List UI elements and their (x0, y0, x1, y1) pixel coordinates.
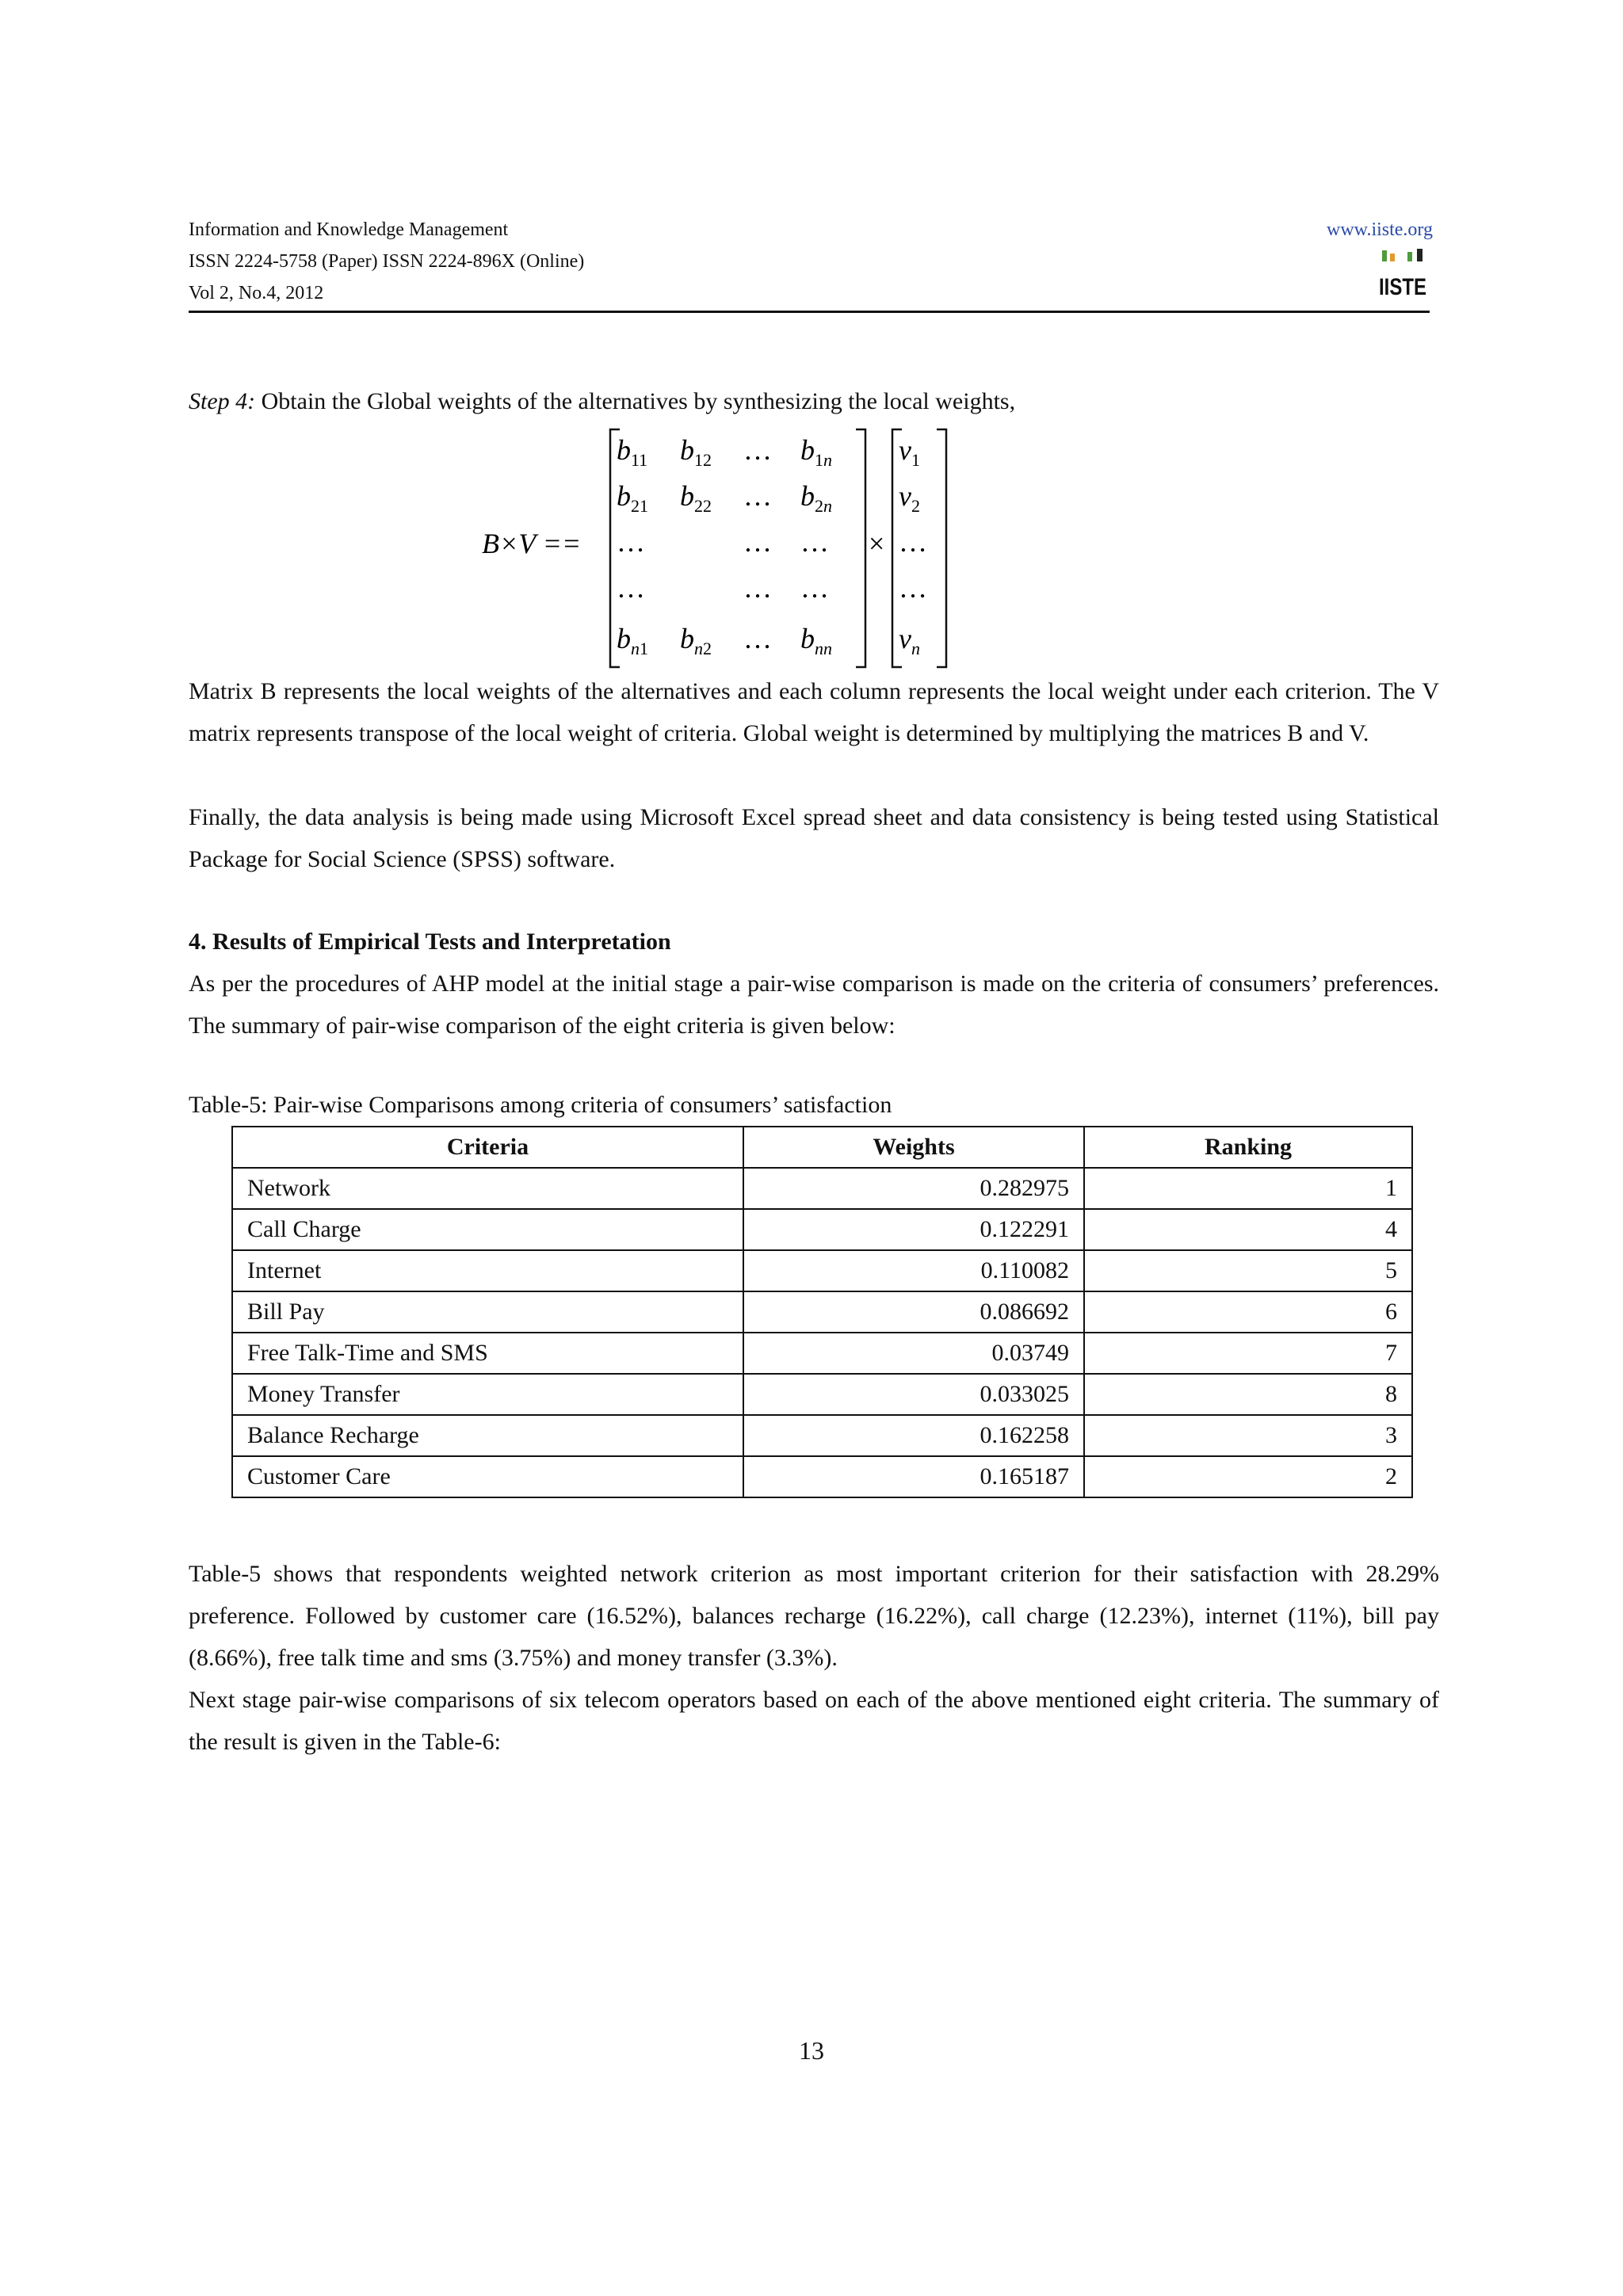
b22: $b_{22}$ (680, 480, 712, 516)
header-criteria: Criteria (232, 1127, 743, 1168)
issn-line: ISSN 2224-5758 (Paper) ISSN 2224-896X (Online) (189, 251, 585, 272)
finally-paragraph: Finally, the data analysis is being made using Microsoft Excel spread sheet and data consistency is being tested using Statistical Package for Social Science (SPSS) software. (189, 804, 1439, 872)
equation-lhs: B×V == (482, 528, 582, 559)
b11: $b_{11}$ (617, 434, 648, 470)
weight-cell: 0.165187 (743, 1456, 1084, 1497)
weight-cell: 0.122291 (743, 1209, 1084, 1250)
row5-ellipsis: … (743, 623, 772, 654)
b21: $b_{21}$ (617, 480, 648, 516)
journal-url[interactable]: www.iiste.org (1327, 219, 1433, 240)
header-ranking: Ranking (1084, 1127, 1412, 1168)
journal-title: Information and Knowledge Management (189, 219, 509, 240)
weight-cell: 0.03749 (743, 1333, 1084, 1374)
row3-ellipsis-2: … (743, 526, 772, 558)
weight-cell: 0.110082 (743, 1250, 1084, 1291)
criteria-cell: Bill Pay (232, 1291, 743, 1333)
ranking-cell: 1 (1084, 1168, 1412, 1209)
times-sign: × (869, 528, 885, 559)
bn2: $b_n2$ (680, 623, 712, 658)
weight-cell: 0.282975 (743, 1168, 1084, 1209)
header-weights: Weights (743, 1127, 1084, 1168)
weight-cell: 0.162258 (743, 1415, 1084, 1456)
ranking-cell: 5 (1084, 1250, 1412, 1291)
header-rule (189, 311, 1430, 313)
ranking-cell: 7 (1084, 1333, 1412, 1374)
b12: $b_{12}$ (680, 434, 712, 470)
row4-ellipsis-1: … (617, 572, 645, 604)
table5-discussion: Table-5 shows that respondents weighted network criterion as most important criterion for their satisfaction with 28.29% preference. Followed by customer care (16.52%), balances recharge (16.22%), call charge (12.23%), internet (11%), bill pay (8.66%), free talk time and sms (3.75%) and money transfer (3.3%). (189, 1561, 1439, 1671)
row3-ellipsis-3: … (800, 526, 829, 558)
ranking-cell: 8 (1084, 1374, 1412, 1415)
v-ellipsis-2: … (899, 572, 927, 604)
table-row (232, 1209, 1412, 1250)
step4-line (189, 380, 1439, 422)
bnn: $b_{nn}$ (800, 623, 832, 658)
matrix-explanation: Matrix B represents the local weights of the alternatives and each column represents the local weight under each criterion. The V matrix represents transpose of the local weight of criteria. Global weight is determined by multiplying the matrices B and V. (189, 678, 1439, 746)
criteria-cell: Free Talk-Time and SMS (232, 1333, 743, 1374)
table-row (232, 1168, 1412, 1209)
table-header-row (232, 1127, 1412, 1168)
page-header (189, 214, 1433, 309)
table-row (232, 1250, 1412, 1291)
page-number: 13 (799, 2036, 824, 2065)
ranking-cell: 6 (1084, 1291, 1412, 1333)
table-row (232, 1415, 1412, 1456)
row4-ellipsis-2: … (743, 572, 772, 604)
criteria-cell: Customer Care (232, 1456, 743, 1497)
row3-ellipsis-1: … (617, 526, 645, 558)
step4-text: Obtain the Global weights of the alternatives by synthesizing the local weights, (255, 388, 1016, 414)
table-row (232, 1374, 1412, 1415)
section-heading: 4. Results of Empirical Tests and Interpretation (189, 929, 671, 955)
ahp-paragraph: As per the procedures of AHP model at the initial stage a pair-wise comparison is made on the criteria of consumers’ preferences. The summary of pair-wise comparison of the eight criteria is given below: (189, 971, 1439, 1039)
b2n: $b_2n$ (800, 480, 832, 516)
v-ellipsis-1: … (899, 526, 927, 558)
vector-v-right-bracket (937, 429, 946, 667)
table5-caption: Table-5: Pair-wise Comparisons among criteria of consumers’ satisfaction (189, 1092, 892, 1118)
v1: $v_1$ (899, 434, 920, 470)
criteria-cell: Money Transfer (232, 1374, 743, 1415)
criteria-cell: Balance Recharge (232, 1415, 743, 1456)
ranking-cell: 4 (1084, 1209, 1412, 1250)
vn: $v_n$ (899, 623, 920, 658)
table-row (232, 1333, 1412, 1374)
v2: $v_2$ (899, 480, 920, 516)
row1-ellipsis: … (743, 434, 772, 466)
next-stage-paragraph: Next stage pair-wise comparisons of six telecom operators based on each of the above mentioned eight criteria. The summary of the result is given in the Table-6: (189, 1687, 1439, 1755)
table5 (231, 1126, 1413, 1498)
step4-label: Step 4: (189, 388, 256, 414)
criteria-cell: Call Charge (232, 1209, 743, 1250)
ranking-cell: 3 (1084, 1415, 1412, 1456)
matrix-b-right-bracket (856, 429, 865, 667)
ranking-cell: 2 (1084, 1456, 1412, 1497)
matrix-b-entries (617, 434, 832, 658)
row4-ellipsis-3: … (800, 572, 829, 604)
svg-text:IISTE: IISTE (1379, 274, 1426, 300)
criteria-cell: Network (232, 1168, 743, 1209)
bn1: $b_n1$ (617, 623, 648, 658)
vector-v-entries (899, 434, 927, 658)
table-row (232, 1456, 1412, 1497)
volume-line: Vol 2, No.4, 2012 (189, 283, 324, 303)
row2-ellipsis: … (743, 480, 772, 512)
weight-cell: 0.033025 (743, 1374, 1084, 1415)
b1n: $b_1n$ (800, 434, 832, 470)
weight-cell: 0.086692 (743, 1291, 1084, 1333)
matrix-equation (444, 420, 999, 673)
iiste-logo (1377, 247, 1428, 303)
table-row (232, 1291, 1412, 1333)
criteria-cell: Internet (232, 1250, 743, 1291)
